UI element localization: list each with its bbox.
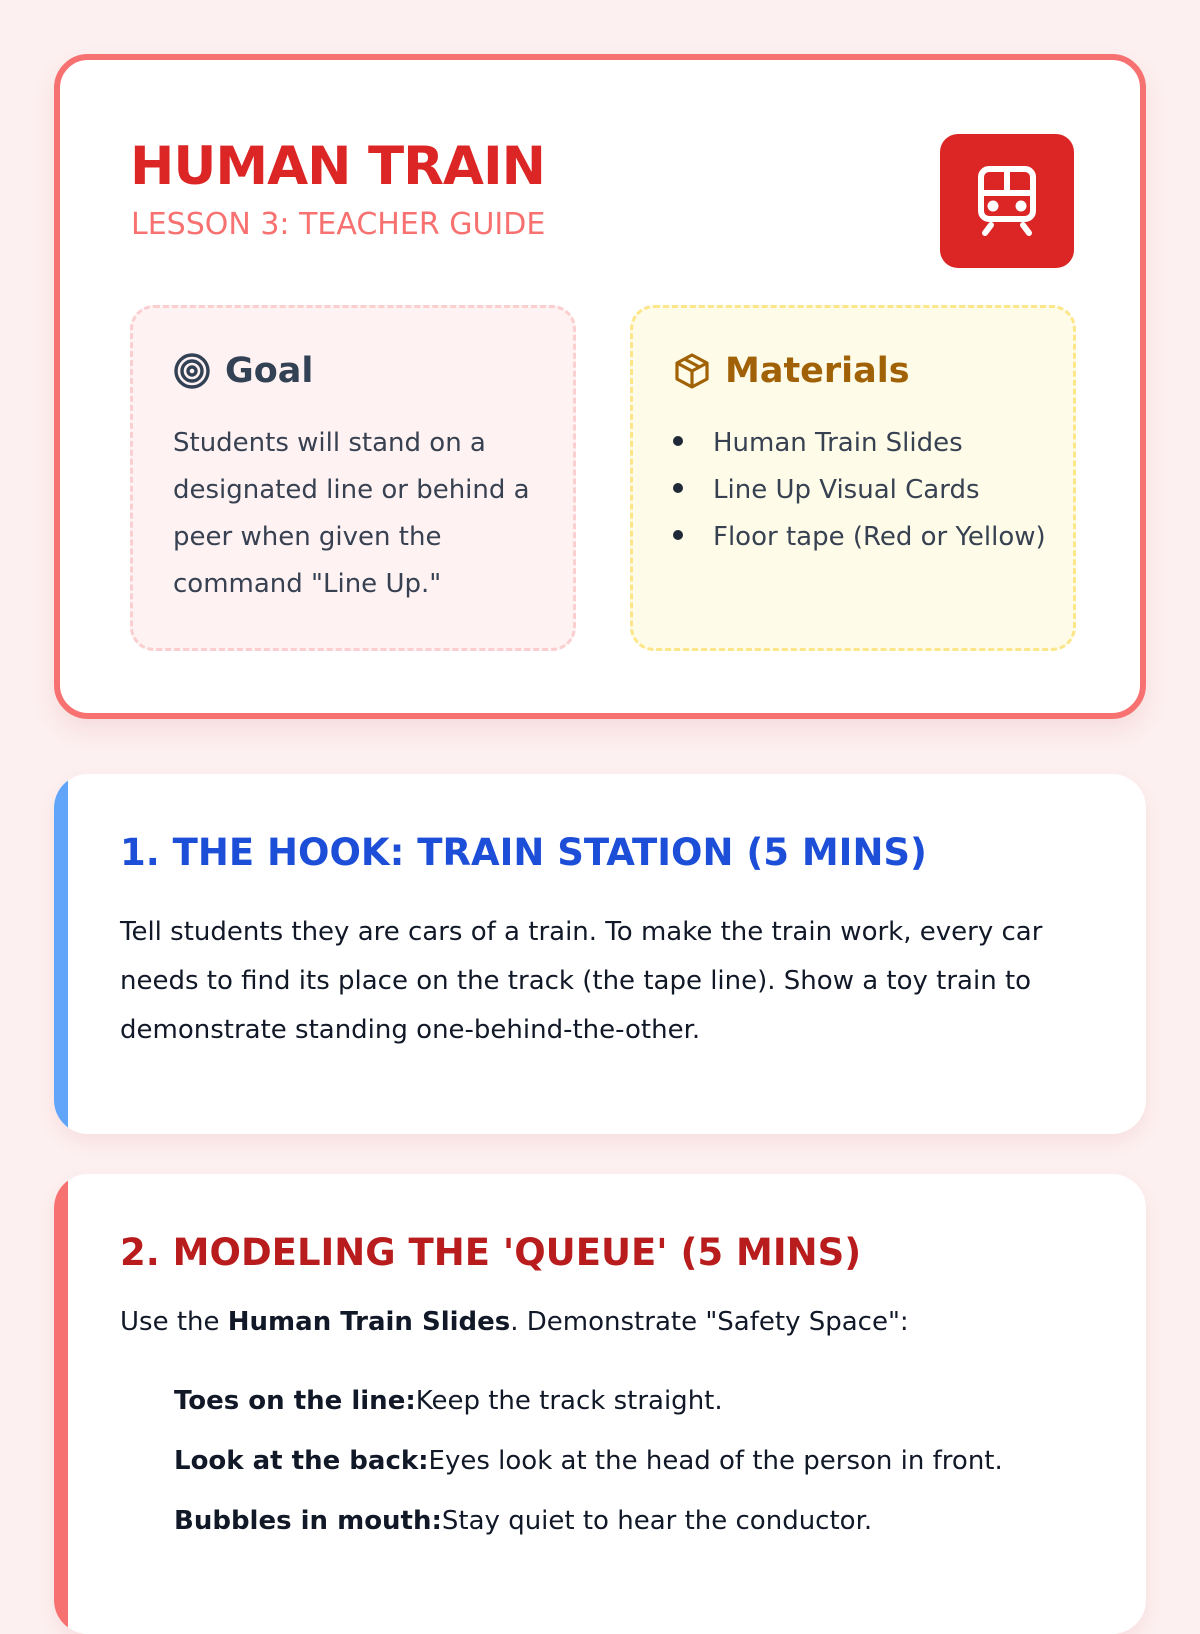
rule-item bbox=[174, 1506, 1003, 1566]
rule-label: Toes on the line: bbox=[174, 1386, 416, 1416]
hook-title: 1. THE HOOK: TRAIN STATION (5 MINS) bbox=[120, 831, 927, 874]
materials-heading bbox=[673, 352, 910, 390]
materials-box bbox=[630, 305, 1076, 651]
modeling-intro bbox=[120, 1306, 909, 1340]
target-icon bbox=[173, 352, 211, 390]
hook-section bbox=[54, 774, 1146, 1134]
page-title: HUMAN TRAIN bbox=[130, 136, 546, 197]
section-accent-bar bbox=[54, 1174, 68, 1634]
page-subtitle: LESSON 3: TEACHER GUIDE bbox=[131, 207, 546, 242]
rule-item bbox=[174, 1446, 1003, 1506]
materials-heading-label: Materials bbox=[725, 350, 910, 391]
hook-body: Tell students they are cars of a train. To make the train work, every car needs to find its place on the track (the tape line). Show a toy train to demonstrate standing one-behind-the-other. bbox=[120, 917, 1043, 1045]
rule-label: Bubbles in mouth: bbox=[174, 1506, 442, 1536]
section-accent-bar bbox=[54, 774, 68, 1134]
materials-list bbox=[673, 420, 1053, 561]
train-badge bbox=[940, 134, 1074, 268]
intro-prefix: Use the bbox=[120, 1307, 228, 1337]
rule-item bbox=[174, 1386, 1003, 1446]
modeling-section bbox=[54, 1174, 1146, 1634]
rule-label: Look at the back: bbox=[174, 1446, 429, 1476]
rule-text: Stay quiet to hear the conductor. bbox=[441, 1506, 873, 1536]
rules-list bbox=[174, 1386, 1003, 1566]
rule-text: Eyes look at the head of the person in front. bbox=[428, 1446, 1003, 1476]
train-icon bbox=[975, 165, 1039, 237]
goal-box bbox=[130, 305, 576, 651]
rule-text: Keep the track straight. bbox=[415, 1386, 723, 1416]
list-item: Line Up Visual Cards bbox=[673, 467, 1053, 514]
intro-suffix: . Demonstrate "Safety Space": bbox=[510, 1307, 909, 1337]
list-item: Human Train Slides bbox=[673, 420, 1053, 467]
goal-text: Students will stand on a designated line or behind a peer when given the command "Line Up." bbox=[173, 428, 530, 599]
box-icon bbox=[673, 352, 711, 390]
intro-bold: Human Train Slides bbox=[227, 1307, 511, 1337]
goal-heading bbox=[173, 352, 313, 390]
modeling-title: 2. MODELING THE 'QUEUE' (5 MINS) bbox=[120, 1231, 862, 1274]
goal-heading-label: Goal bbox=[225, 350, 314, 391]
lesson-header-card bbox=[54, 54, 1146, 719]
list-item: Floor tape (Red or Yellow) bbox=[673, 514, 1053, 561]
